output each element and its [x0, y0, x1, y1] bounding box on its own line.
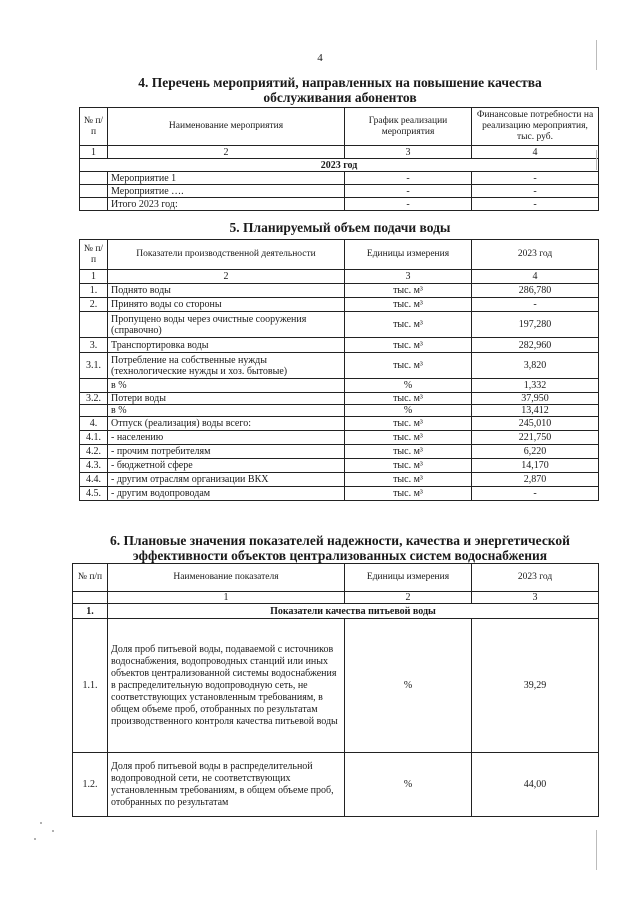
scan-edge-line [596, 150, 597, 170]
table-row [80, 393, 599, 405]
scan-speck [34, 838, 36, 840]
section4-table [79, 107, 599, 211]
s5-row-num: 1. [80, 284, 108, 298]
s6-row-num: 1.2. [73, 753, 108, 817]
s5-row-unit: тыс. м³ [345, 353, 472, 379]
s5-row-name: Потребление на собственные нужды (технологические нужды и хоз. бытовые) [108, 353, 345, 379]
table-row [80, 298, 599, 312]
s5-numbering: 1 [80, 270, 108, 284]
table-row [80, 353, 599, 379]
s4-numbering: 2 [108, 146, 345, 159]
s5-row-unit: тыс. м³ [345, 487, 472, 501]
section4-title-line2: обслуживания абонентов [263, 90, 417, 105]
section6-title-line2: эффективности объектов централизованных систем водоснабжения [132, 548, 548, 563]
s5-row-value: 245,010 [472, 417, 599, 431]
s5-row-value: 1,332 [472, 379, 599, 393]
s5-header-num: № п/п [80, 240, 108, 270]
s5-row-num: 2. [80, 298, 108, 312]
s5-row-name: Поднято воды [108, 284, 345, 298]
section6-title-line1: 6. Плановые значения показателей надежности, качества и энергетической [110, 533, 570, 548]
s5-row-value: 282,960 [472, 338, 599, 353]
table-row [80, 417, 599, 431]
s4-row-schedule: - [345, 198, 472, 211]
s5-numbering: 2 [108, 270, 345, 284]
s5-row-num: 3. [80, 338, 108, 353]
s5-row-unit: тыс. м³ [345, 298, 472, 312]
s4-header-finance: Финансовые потребности на реализацию мероприятия, тыс. руб. [472, 108, 599, 146]
s5-header-unit: Единицы измерения [345, 240, 472, 270]
s5-row-num: 4.2. [80, 445, 108, 459]
table-row [73, 753, 599, 817]
s6-numbering: 3 [472, 592, 599, 604]
table-row [80, 198, 599, 211]
s4-row-name: Мероприятие 1 [108, 172, 345, 185]
s5-numbering: 4 [472, 270, 599, 284]
s5-row-value: 37,950 [472, 393, 599, 405]
s5-row-num: 3.1. [80, 353, 108, 379]
s4-row-name: Итого 2023 год: [108, 198, 345, 211]
s4-row-finance: - [472, 172, 599, 185]
s4-year-row: 2023 год [80, 159, 599, 172]
s4-header-num: № п/п [80, 108, 108, 146]
section6-table [72, 563, 599, 817]
s5-row-value: 14,170 [472, 459, 599, 473]
s5-row-name: - прочим потребителям [108, 445, 345, 459]
s4-row-finance: - [472, 198, 599, 211]
s5-row-num: 3.2. [80, 393, 108, 405]
s5-row-name: - другим отраслям организации ВКХ [108, 473, 345, 487]
section5-title: 5. Планируемый объем подачи воды [229, 220, 451, 235]
s5-row-name: - бюджетной сфере [108, 459, 345, 473]
s6-row-name: Доля проб питьевой воды в распределительной водопроводной сети, не соответствующих установленным требованиям, в общем объеме проб, отобранных по результатам [108, 753, 345, 817]
s5-row-name: Пропущено воды через очистные сооружения (справочно) [108, 312, 345, 338]
table-row [80, 431, 599, 445]
s6-row-value: 39,29 [472, 619, 599, 753]
s4-numbering: 4 [472, 146, 599, 159]
table-row [80, 312, 599, 338]
s5-row-unit: тыс. м³ [345, 473, 472, 487]
s5-row-value: 197,280 [472, 312, 599, 338]
s5-row-unit: тыс. м³ [345, 417, 472, 431]
s5-row-name: Принято воды со стороны [108, 298, 345, 312]
s4-row-name: Мероприятие …. [108, 185, 345, 198]
s5-row-value: 286,780 [472, 284, 599, 298]
s5-row-name: Потери воды [108, 393, 345, 405]
s5-numbering: 3 [345, 270, 472, 284]
s5-row-name: в % [108, 379, 345, 393]
s6-group-title: Показатели качества питьевой воды [108, 604, 599, 619]
s6-header-year: 2023 год [472, 564, 599, 592]
s6-group-num: 1. [73, 604, 108, 619]
section4-title-line1: 4. Перечень мероприятий, направленных на повышение качества [138, 75, 542, 90]
scan-edge-line [596, 830, 597, 870]
s4-numbering: 1 [80, 146, 108, 159]
s5-header-year: 2023 год [472, 240, 599, 270]
s5-row-value: 221,750 [472, 431, 599, 445]
s5-row-unit: % [345, 379, 472, 393]
s5-row-name: в % [108, 405, 345, 417]
s4-header-name: Наименование мероприятия [108, 108, 345, 146]
s4-header-schedule: График реализации мероприятия [345, 108, 472, 146]
s4-row-num [80, 185, 108, 198]
table-row [80, 459, 599, 473]
s5-row-num [80, 405, 108, 417]
s5-row-num [80, 379, 108, 393]
table-row [80, 405, 599, 417]
s6-row-value: 44,00 [472, 753, 599, 817]
s5-row-num: 4.1. [80, 431, 108, 445]
s4-row-schedule: - [345, 172, 472, 185]
s5-row-unit: тыс. м³ [345, 338, 472, 353]
s5-row-value: 2,870 [472, 473, 599, 487]
s5-row-value: 3,820 [472, 353, 599, 379]
s4-row-num [80, 198, 108, 211]
s5-header-name: Показатели производственной деятельности [108, 240, 345, 270]
s5-row-value: 13,412 [472, 405, 599, 417]
s5-row-unit: тыс. м³ [345, 431, 472, 445]
s5-row-unit: % [345, 405, 472, 417]
s4-numbering: 3 [345, 146, 472, 159]
table-row [80, 185, 599, 198]
s5-row-unit: тыс. м³ [345, 393, 472, 405]
scan-edge-line [596, 40, 597, 70]
s6-row-num: 1.1. [73, 619, 108, 753]
scan-speck [40, 822, 42, 824]
table-row [73, 619, 599, 753]
s5-row-name: - другим водопроводам [108, 487, 345, 501]
s5-row-num [80, 312, 108, 338]
table-row [80, 487, 599, 501]
s6-row-name: Доля проб питьевой воды, подаваемой с источников водоснабжения, водопроводных станций или иных объектов централизованной системы водоснабжения в распределительную водопроводную сеть, не соответствующих установленным требованиям, в общем объеме проб, отобранных по результатам производственного контроля качества питьевой воды [108, 619, 345, 753]
s6-numbering: 2 [345, 592, 472, 604]
s4-row-num [80, 172, 108, 185]
s5-row-num: 4. [80, 417, 108, 431]
s5-row-value: - [472, 298, 599, 312]
table-row [80, 172, 599, 185]
s5-row-value: - [472, 487, 599, 501]
page-number: 4 [317, 52, 323, 64]
s5-row-name: - населению [108, 431, 345, 445]
s4-row-schedule: - [345, 185, 472, 198]
s5-row-name: Отпуск (реализация) воды всего: [108, 417, 345, 431]
s6-header-name: Наименование показателя [108, 564, 345, 592]
s5-row-value: 6,220 [472, 445, 599, 459]
s6-header-unit: Единицы измерения [345, 564, 472, 592]
s4-row-finance: - [472, 185, 599, 198]
s5-row-unit: тыс. м³ [345, 312, 472, 338]
s6-row-unit: % [345, 619, 472, 753]
s6-row-unit: % [345, 753, 472, 817]
s6-numbering: 1 [108, 592, 345, 604]
section5-table [79, 239, 599, 501]
s5-row-unit: тыс. м³ [345, 284, 472, 298]
table-row [80, 473, 599, 487]
s5-row-unit: тыс. м³ [345, 445, 472, 459]
s5-row-unit: тыс. м³ [345, 459, 472, 473]
s6-header-num: № п/п [73, 564, 108, 592]
s5-row-num: 4.3. [80, 459, 108, 473]
table-row [80, 284, 599, 298]
table-row [80, 338, 599, 353]
s5-row-num: 4.5. [80, 487, 108, 501]
table-row [80, 445, 599, 459]
s5-row-name: Транспортировка воды [108, 338, 345, 353]
table-row [80, 379, 599, 393]
scan-speck [52, 830, 54, 832]
s5-row-num: 4.4. [80, 473, 108, 487]
